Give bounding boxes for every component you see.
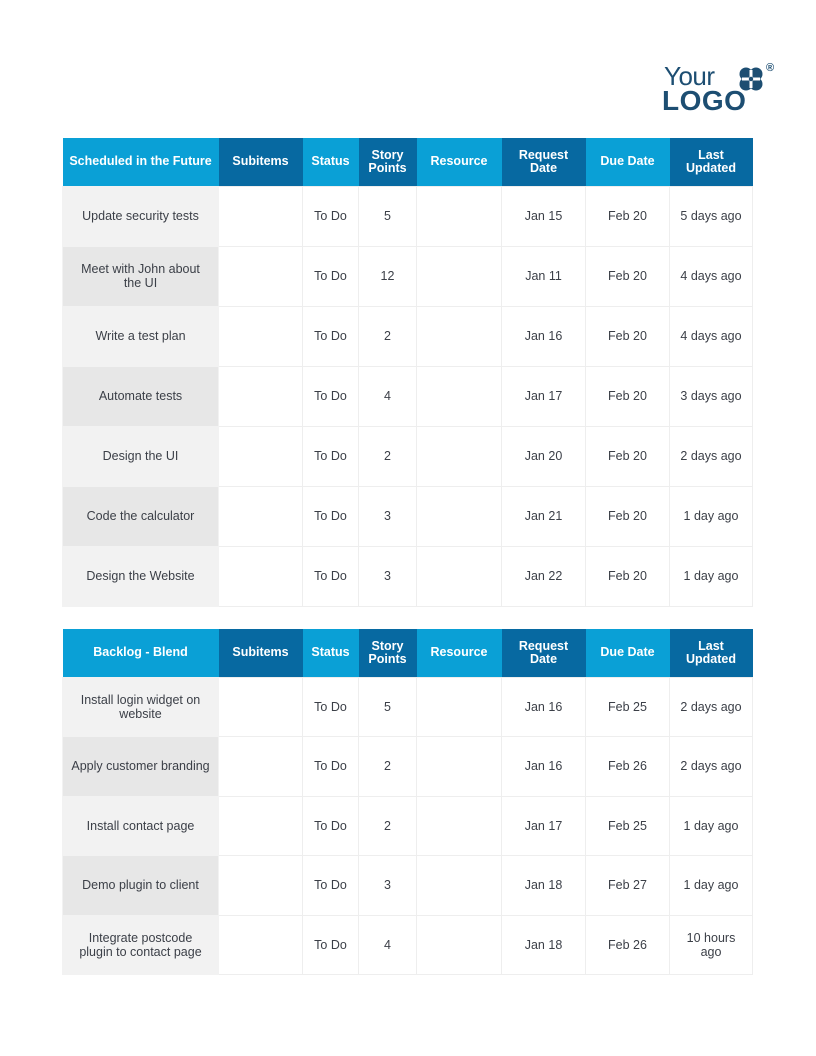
task-name-cell[interactable]: Update security tests bbox=[63, 186, 219, 246]
column-header-last-updated[interactable]: Last Updated bbox=[670, 138, 753, 186]
due-date-cell[interactable]: Feb 20 bbox=[586, 426, 670, 486]
due-date-cell[interactable]: Feb 20 bbox=[586, 486, 670, 546]
last-updated-cell: 4 days ago bbox=[670, 306, 753, 366]
subitems-cell[interactable] bbox=[219, 426, 303, 486]
request-date-cell[interactable]: Jan 18 bbox=[502, 915, 586, 975]
column-header-last-updated[interactable]: Last Updated bbox=[670, 629, 753, 677]
subitems-cell[interactable] bbox=[219, 856, 303, 916]
logo-text-logo: LOGO bbox=[662, 85, 747, 116]
story-points-cell[interactable]: 2 bbox=[359, 796, 417, 856]
due-date-cell[interactable]: Feb 25 bbox=[586, 677, 670, 737]
request-date-cell[interactable]: Jan 17 bbox=[502, 366, 586, 426]
request-date-cell[interactable]: Jan 22 bbox=[502, 546, 586, 606]
table-row[interactable] bbox=[63, 306, 753, 366]
status-cell[interactable]: To Do bbox=[303, 856, 359, 916]
task-name-cell[interactable]: Design the Website bbox=[63, 546, 219, 606]
column-header-story-points[interactable]: Story Points bbox=[359, 138, 417, 186]
column-header-group[interactable]: Scheduled in the Future bbox=[63, 138, 219, 186]
status-cell[interactable]: To Do bbox=[303, 366, 359, 426]
resource-cell[interactable] bbox=[417, 366, 502, 426]
story-points-cell[interactable]: 12 bbox=[359, 246, 417, 306]
table-row[interactable] bbox=[63, 856, 753, 916]
due-date-cell[interactable]: Feb 20 bbox=[586, 186, 670, 246]
last-updated-cell: 1 day ago bbox=[670, 856, 753, 916]
last-updated-cell: 1 day ago bbox=[670, 796, 753, 856]
story-points-cell[interactable]: 2 bbox=[359, 306, 417, 366]
last-updated-cell: 2 days ago bbox=[670, 677, 753, 737]
resource-cell[interactable] bbox=[417, 186, 502, 246]
request-date-cell[interactable]: Jan 17 bbox=[502, 796, 586, 856]
logo-text-your: Your bbox=[664, 61, 715, 91]
table-row[interactable] bbox=[63, 915, 753, 975]
table-row[interactable] bbox=[63, 426, 753, 486]
table-row[interactable] bbox=[63, 486, 753, 546]
story-points-cell[interactable]: 5 bbox=[359, 186, 417, 246]
column-header-subitems[interactable]: Subitems bbox=[219, 138, 303, 186]
task-name-cell[interactable]: Apply customer branding bbox=[63, 737, 219, 797]
last-updated-cell: 2 days ago bbox=[670, 426, 753, 486]
status-cell[interactable]: To Do bbox=[303, 546, 359, 606]
table-header-row bbox=[63, 629, 753, 677]
story-points-cell[interactable]: 5 bbox=[359, 677, 417, 737]
column-header-due-date[interactable]: Due Date bbox=[586, 629, 670, 677]
request-date-cell[interactable]: Jan 16 bbox=[502, 677, 586, 737]
subitems-cell[interactable] bbox=[219, 306, 303, 366]
task-name-cell[interactable]: Meet with John about the UI bbox=[63, 246, 219, 306]
story-points-cell[interactable]: 3 bbox=[359, 546, 417, 606]
resource-cell[interactable] bbox=[417, 796, 502, 856]
column-header-resource[interactable]: Resource bbox=[417, 138, 502, 186]
due-date-cell[interactable]: Feb 27 bbox=[586, 856, 670, 916]
status-cell[interactable]: To Do bbox=[303, 737, 359, 797]
subitems-cell[interactable] bbox=[219, 796, 303, 856]
status-cell[interactable]: To Do bbox=[303, 306, 359, 366]
task-name-cell[interactable]: Automate tests bbox=[63, 366, 219, 426]
subitems-cell[interactable] bbox=[219, 677, 303, 737]
due-date-cell[interactable]: Feb 26 bbox=[586, 737, 670, 797]
column-header-status[interactable]: Status bbox=[303, 629, 359, 677]
last-updated-cell: 5 days ago bbox=[670, 186, 753, 246]
column-header-resource[interactable]: Resource bbox=[417, 629, 502, 677]
table-header-row bbox=[63, 138, 753, 186]
column-header-story-points[interactable]: Story Points bbox=[359, 629, 417, 677]
column-header-group[interactable]: Backlog - Blend bbox=[63, 629, 219, 677]
status-cell[interactable]: To Do bbox=[303, 915, 359, 975]
resource-cell[interactable] bbox=[417, 246, 502, 306]
column-header-request-date[interactable]: Request Date bbox=[502, 629, 586, 677]
table-row[interactable] bbox=[63, 246, 753, 306]
subitems-cell[interactable] bbox=[219, 186, 303, 246]
backlog-blend-table bbox=[62, 629, 753, 975]
status-cell[interactable]: To Do bbox=[303, 486, 359, 546]
request-date-cell[interactable]: Jan 16 bbox=[502, 306, 586, 366]
status-cell[interactable]: To Do bbox=[303, 186, 359, 246]
status-cell[interactable]: To Do bbox=[303, 426, 359, 486]
column-header-request-date[interactable]: Request Date bbox=[502, 138, 586, 186]
resource-cell[interactable] bbox=[417, 915, 502, 975]
request-date-cell[interactable]: Jan 16 bbox=[502, 737, 586, 797]
story-points-cell[interactable]: 3 bbox=[359, 486, 417, 546]
column-header-due-date[interactable]: Due Date bbox=[586, 138, 670, 186]
request-date-cell[interactable]: Jan 18 bbox=[502, 856, 586, 916]
last-updated-cell: 10 hours ago bbox=[670, 915, 753, 975]
resource-cell[interactable] bbox=[417, 426, 502, 486]
table-row[interactable] bbox=[63, 796, 753, 856]
table-row[interactable] bbox=[63, 366, 753, 426]
request-date-cell[interactable]: Jan 20 bbox=[502, 426, 586, 486]
subitems-cell[interactable] bbox=[219, 246, 303, 306]
resource-cell[interactable] bbox=[417, 546, 502, 606]
task-name-cell[interactable]: Demo plugin to client bbox=[63, 856, 219, 916]
due-date-cell[interactable]: Feb 20 bbox=[586, 366, 670, 426]
table-row[interactable] bbox=[63, 546, 753, 606]
story-points-cell[interactable]: 4 bbox=[359, 915, 417, 975]
resource-cell[interactable] bbox=[417, 486, 502, 546]
story-points-cell[interactable]: 3 bbox=[359, 856, 417, 916]
story-points-cell[interactable]: 4 bbox=[359, 366, 417, 426]
resource-cell[interactable] bbox=[417, 856, 502, 916]
last-updated-cell: 3 days ago bbox=[670, 366, 753, 426]
task-name-cell[interactable]: Write a test plan bbox=[63, 306, 219, 366]
due-date-cell[interactable]: Feb 20 bbox=[586, 546, 670, 606]
subitems-cell[interactable] bbox=[219, 915, 303, 975]
last-updated-cell: 1 day ago bbox=[670, 486, 753, 546]
due-date-cell[interactable]: Feb 25 bbox=[586, 796, 670, 856]
task-name-cell[interactable]: Integrate postcode plugin to contact page bbox=[63, 915, 219, 975]
task-name-cell[interactable]: Code the calculator bbox=[63, 486, 219, 546]
column-header-subitems[interactable]: Subitems bbox=[219, 629, 303, 677]
subitems-cell[interactable] bbox=[219, 546, 303, 606]
company-logo bbox=[662, 62, 782, 116]
column-header-status[interactable]: Status bbox=[303, 138, 359, 186]
request-date-cell[interactable]: Jan 11 bbox=[502, 246, 586, 306]
request-date-cell[interactable]: Jan 21 bbox=[502, 486, 586, 546]
request-date-cell[interactable]: Jan 15 bbox=[502, 186, 586, 246]
last-updated-cell: 1 day ago bbox=[670, 546, 753, 606]
resource-cell[interactable] bbox=[417, 306, 502, 366]
resource-cell[interactable] bbox=[417, 737, 502, 797]
due-date-cell[interactable]: Feb 26 bbox=[586, 915, 670, 975]
table-row[interactable] bbox=[63, 186, 753, 246]
due-date-cell[interactable]: Feb 20 bbox=[586, 246, 670, 306]
task-name-cell[interactable]: Install login widget on website bbox=[63, 677, 219, 737]
status-cell[interactable]: To Do bbox=[303, 246, 359, 306]
last-updated-cell: 2 days ago bbox=[670, 737, 753, 797]
due-date-cell[interactable]: Feb 20 bbox=[586, 306, 670, 366]
table-row[interactable] bbox=[63, 677, 753, 737]
subitems-cell[interactable] bbox=[219, 486, 303, 546]
scheduled-in-the-future-table bbox=[62, 138, 753, 607]
resource-cell[interactable] bbox=[417, 677, 502, 737]
task-name-cell[interactable]: Design the UI bbox=[63, 426, 219, 486]
task-name-cell[interactable]: Install contact page bbox=[63, 796, 219, 856]
table-row[interactable] bbox=[63, 737, 753, 797]
story-points-cell[interactable]: 2 bbox=[359, 426, 417, 486]
status-cell[interactable]: To Do bbox=[303, 796, 359, 856]
status-cell[interactable]: To Do bbox=[303, 677, 359, 737]
subitems-cell[interactable] bbox=[219, 366, 303, 426]
story-points-cell[interactable]: 2 bbox=[359, 737, 417, 797]
last-updated-cell: 4 days ago bbox=[670, 246, 753, 306]
registered-mark: ® bbox=[766, 62, 775, 74]
subitems-cell[interactable] bbox=[219, 737, 303, 797]
